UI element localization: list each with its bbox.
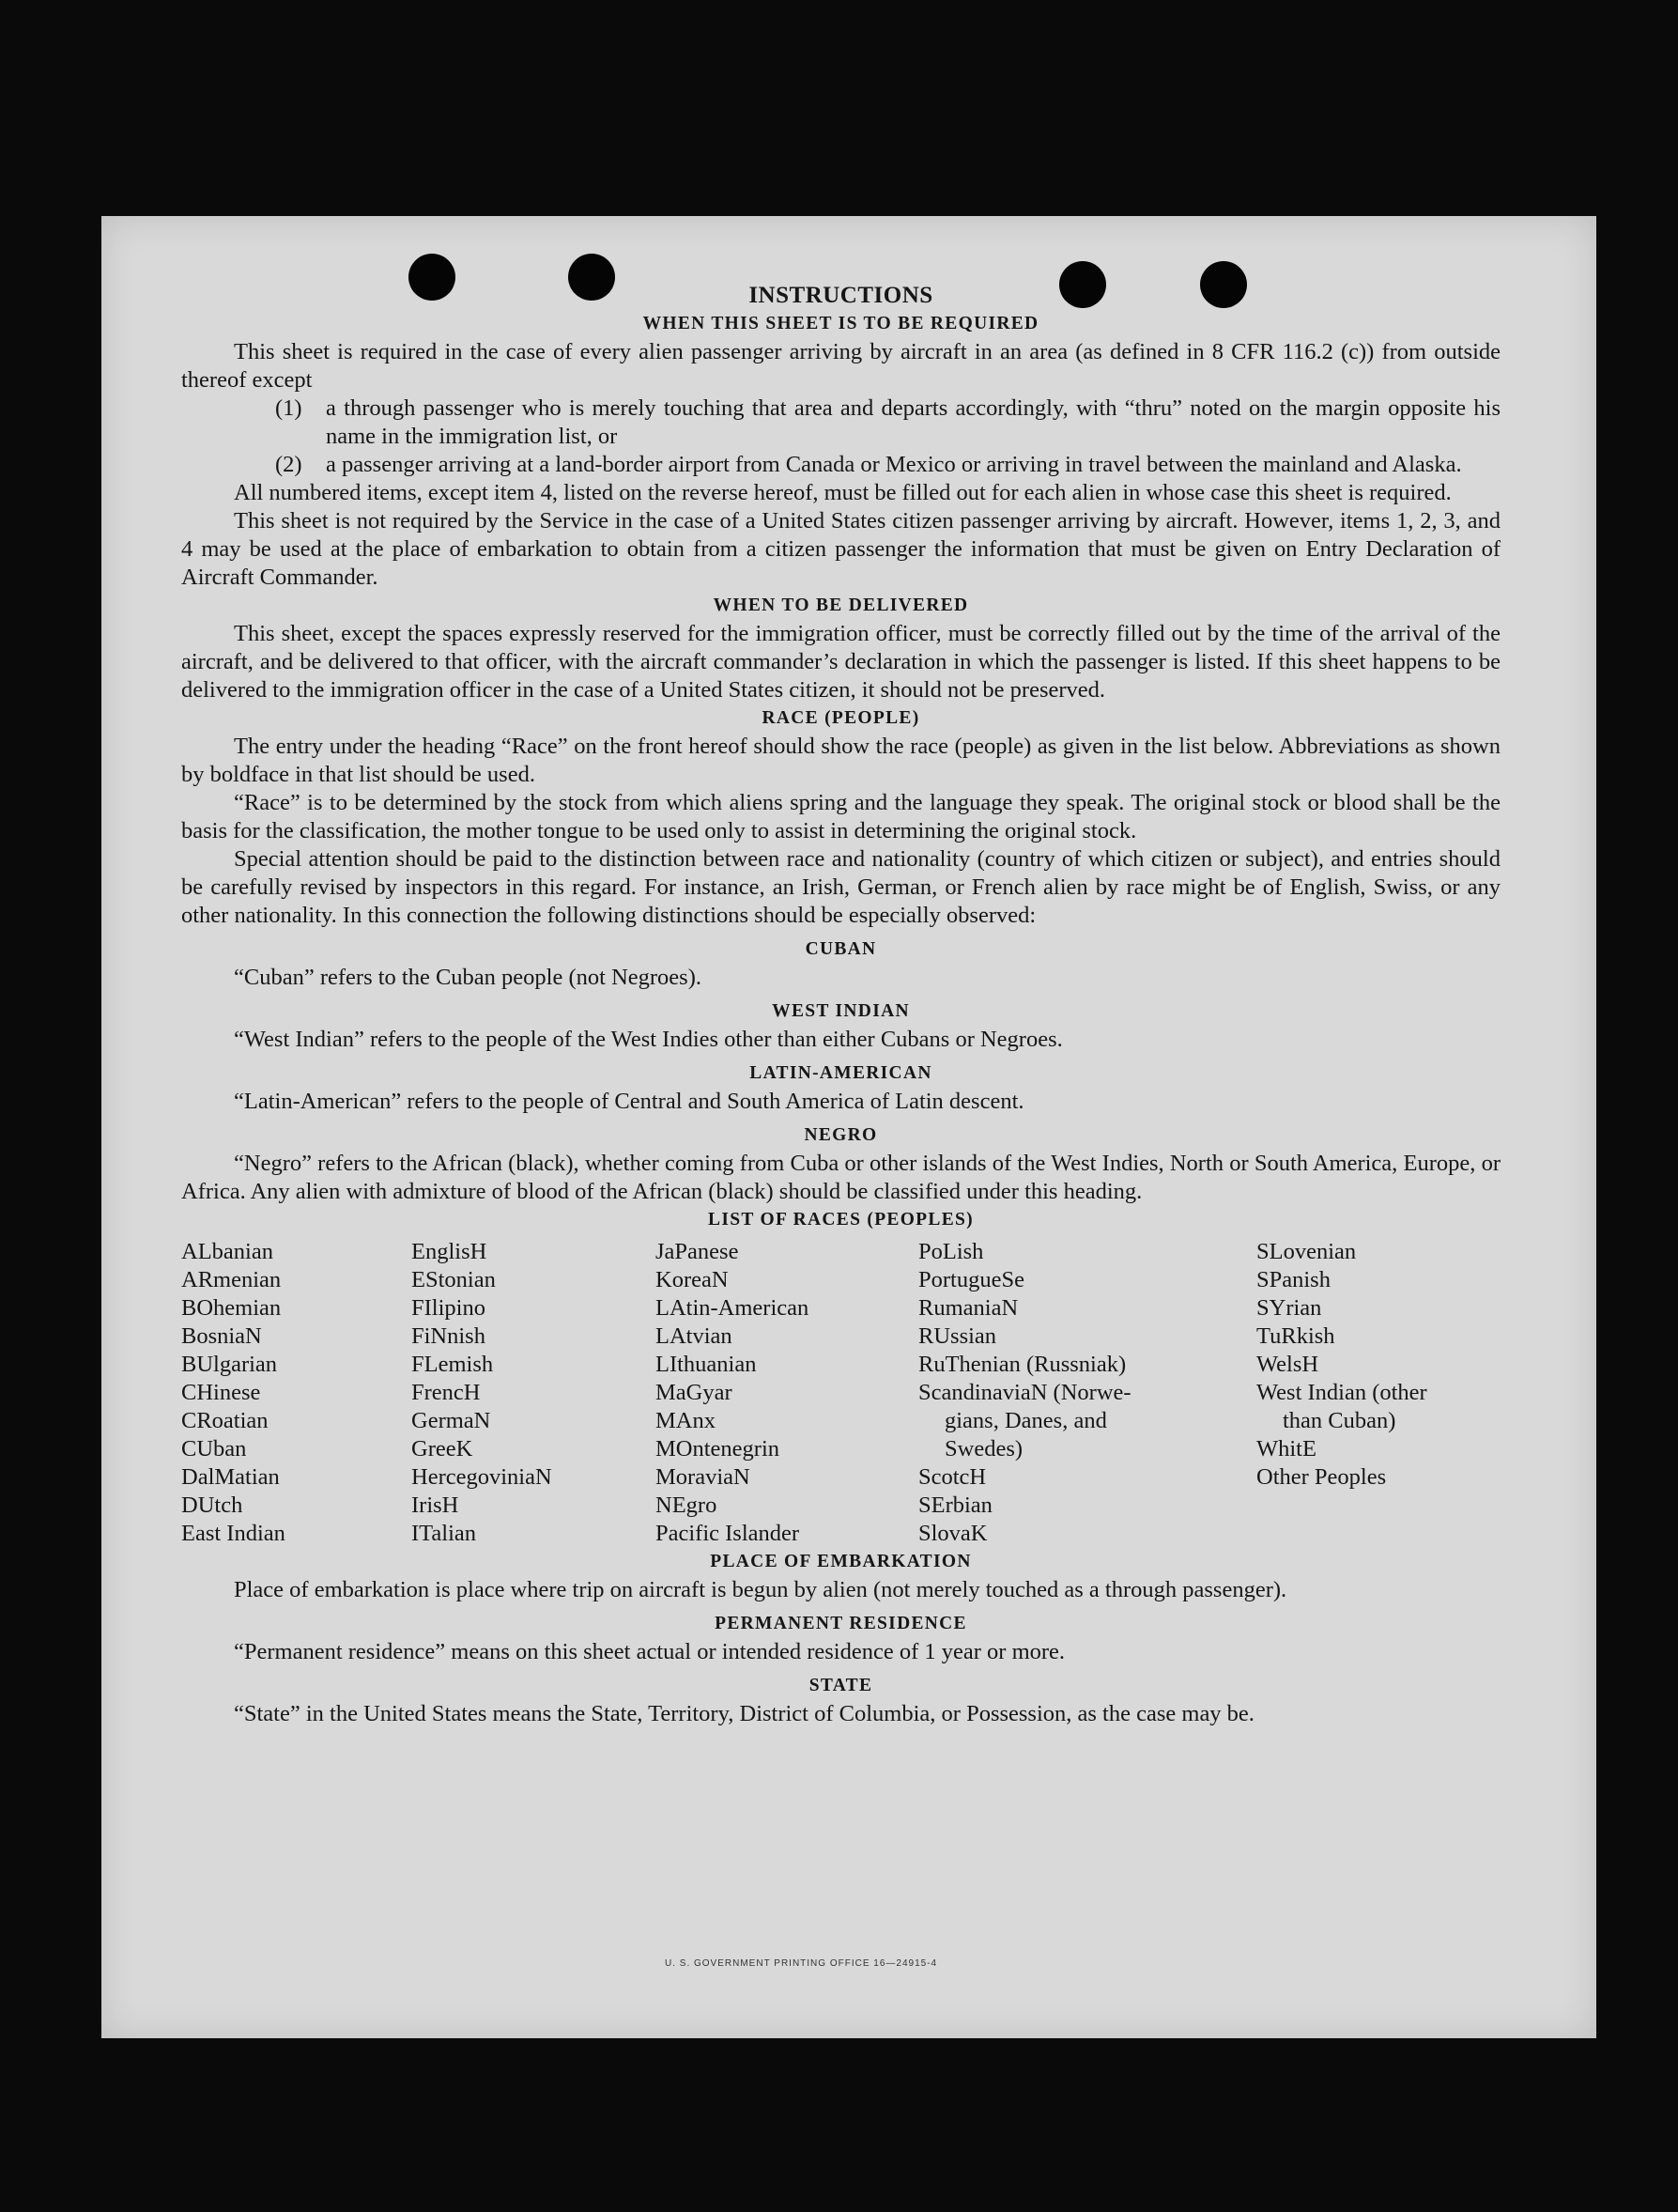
race-entry: JaPanese — [655, 1239, 739, 1264]
race-entry: CRoatian — [181, 1408, 269, 1433]
race-entry: NEgro — [655, 1493, 717, 1518]
printer-imprint: U. S. GOVERNMENT PRINTING OFFICE 16—24915-4 — [665, 1958, 938, 1969]
race-entry: LIthuanian — [655, 1352, 757, 1377]
races-column-5 — [1256, 1238, 1501, 1548]
race-entry-continuation: gians, Danes, and — [945, 1408, 1107, 1433]
race-entry: WelsH — [1256, 1352, 1319, 1377]
section-heading-when-required: WHEN THIS SHEET IS TO BE REQUIRED — [642, 314, 1039, 333]
race-entry: Other Peoples — [1256, 1464, 1387, 1490]
race-entry: SErbian — [918, 1493, 993, 1518]
races-column-1 — [181, 1238, 411, 1548]
race-entry: RuThenian (Russniak) — [918, 1352, 1127, 1377]
race-para2: “Race” is to be determined by the stock from which aliens spring and the language they speak. The original stock or blood shall be the basis for the classification, the mother tongue to be used only to assist in determining the original stock. — [181, 790, 1501, 843]
race-entry: BUlgarian — [181, 1352, 278, 1377]
race-entry: HercegoviniaN — [411, 1464, 552, 1490]
race-entry: SlovaK — [918, 1521, 988, 1546]
race-entry: RumaniaN — [918, 1295, 1019, 1321]
race-entry: DalMatian — [181, 1464, 280, 1490]
race-entry: KoreaN — [655, 1267, 729, 1292]
section-heading-when-delivered: WHEN TO BE DELIVERED — [713, 596, 969, 615]
cuban-text: “Cuban” refers to the Cuban people (not Negroes). — [234, 965, 701, 990]
section-heading-negro: NEGRO — [804, 1125, 878, 1145]
race-entry: RUssian — [918, 1323, 997, 1349]
race-entry: SPanish — [1256, 1267, 1331, 1292]
race-entry: WhitE — [1256, 1436, 1316, 1462]
residence-text: “Permanent residence” means on this sheet actual or intended residence of 1 year or more. — [234, 1639, 1066, 1664]
race-entry: BosniaN — [181, 1323, 262, 1349]
section-heading-latin-american: LATIN-AMERICAN — [749, 1063, 932, 1083]
item-text: a passenger arriving at a land-border airport from Canada or Mexico or arriving in travel between the mainland and Alaska. — [326, 452, 1462, 477]
when-required-para3: This sheet is not required by the Service in the case of a United States citizen passenger arriving by aircraft. However, items 1, 2, 3, and 4 may be used at the place of embarkation to obtain from a citizen passenger the information that must be given on Entry Declaration of Aircraft Commander. — [181, 508, 1501, 590]
race-entry: CUban — [181, 1436, 247, 1462]
race-entry: SLovenian — [1256, 1239, 1357, 1264]
when-required-para2: All numbered items, except item 4, listed on the reverse hereof, must be filled out for each alien in whose case this sheet is required. — [234, 480, 1452, 505]
state-text: “State” in the United States means the State, Territory, District of Columbia, or Possession, as the case may be. — [234, 1701, 1255, 1726]
when-delivered-text: This sheet, except the spaces expressly reserved for the immigration officer, must be correctly filled out by the time of the arrival of the aircraft, and be delivered to that officer, with the aircraft commander’s declaration in which the passenger is listed. If this sheet happens to be delivered to the immigration officer in the case of a United States citizen, it should not be preserved. — [181, 621, 1501, 703]
race-entry: MoraviaN — [655, 1464, 750, 1490]
section-heading-cuban: CUBAN — [805, 939, 877, 959]
section-heading-embarkation: PLACE OF EMBARKATION — [710, 1552, 972, 1571]
race-entry: FIlipino — [411, 1295, 485, 1321]
race-entry: IrisH — [411, 1493, 459, 1518]
race-entry: ScotcH — [918, 1464, 987, 1490]
race-entry: West Indian (other — [1256, 1380, 1427, 1405]
race-entry: ITalian — [411, 1521, 477, 1546]
west-indian-text: “West Indian” refers to the people of the West Indies other than either Cubans or Negroes. — [234, 1027, 1063, 1052]
document-sheet — [101, 216, 1596, 2038]
page-title: INSTRUCTIONS — [748, 283, 933, 308]
race-entry: ALbanian — [181, 1239, 273, 1264]
races-column-2 — [411, 1238, 655, 1548]
race-entry: EStonian — [411, 1267, 496, 1292]
race-entry: FiNnish — [411, 1323, 485, 1349]
exception-item — [275, 394, 1501, 451]
race-entry: EnglisH — [411, 1239, 487, 1264]
race-entry: TuRkish — [1256, 1323, 1335, 1349]
race-entry: PoLish — [918, 1239, 984, 1264]
when-required-intro: This sheet is required in the case of every alien passenger arriving by aircraft in an area (as defined in 8 CFR 116.2 (c)) from outside thereof except — [181, 339, 1501, 393]
race-entry: MaGyar — [655, 1380, 732, 1405]
races-column-3 — [655, 1238, 918, 1548]
race-entry: DUtch — [181, 1493, 243, 1518]
race-entry: ARmenian — [181, 1267, 282, 1292]
race-entry: FrencH — [411, 1380, 481, 1405]
race-entry: PortugueSe — [918, 1267, 1024, 1292]
race-entry-continuation: Swedes) — [945, 1436, 1024, 1462]
race-entry-continuation: than Cuban) — [1283, 1408, 1396, 1433]
instructions-content — [181, 282, 1501, 1728]
section-heading-state: STATE — [808, 1676, 873, 1695]
section-heading-list-of-races: LIST OF RACES (PEOPLES) — [708, 1210, 974, 1230]
race-entry: ScandinaviaN (Norwe- — [918, 1380, 1131, 1405]
race-entry: GermaN — [411, 1408, 491, 1433]
race-entry: CHinese — [181, 1380, 261, 1405]
races-list — [181, 1238, 1501, 1548]
race-entry: LAtvian — [655, 1323, 732, 1349]
negro-text: “Negro” refers to the African (black), whether coming from Cuba or other islands of the West Indies, North or South America, Europe, or Africa. Any alien with admixture of blood of the African (black) should be classified under this heading. — [181, 1151, 1501, 1204]
embarkation-text: Place of embarkation is place where trip on aircraft is begun by alien (not merely touched as a through passenger). — [234, 1577, 1287, 1602]
races-column-4 — [918, 1238, 1256, 1548]
race-entry: LAtin-American — [655, 1295, 809, 1321]
race-entry: MOntenegrin — [655, 1436, 779, 1462]
race-entry: GreeK — [411, 1436, 473, 1462]
race-entry: FLemish — [411, 1352, 494, 1377]
item-number: (2) — [275, 452, 302, 477]
race-entry: SYrian — [1256, 1295, 1322, 1321]
race-entry: MAnx — [655, 1408, 716, 1433]
section-heading-residence: PERMANENT RESIDENCE — [715, 1614, 967, 1633]
section-heading-west-indian: WEST INDIAN — [772, 1001, 910, 1021]
race-entry: BOhemian — [181, 1295, 282, 1321]
race-para1: The entry under the heading “Race” on the front hereof should show the race (people) as given in the list below. Abbreviations as shown by boldface in that list should be used. — [181, 734, 1501, 787]
item-text: a through passenger who is merely touching that area and departs accordingly, with “thru” noted on the margin opposite his name in the immigration list, or — [326, 395, 1501, 449]
exception-item — [275, 451, 1501, 479]
race-entry: East Indian — [181, 1521, 285, 1546]
latin-american-text: “Latin-American” refers to the people of Central and South America of Latin descent. — [234, 1089, 1024, 1114]
race-entry: Pacific Islander — [655, 1521, 800, 1546]
item-number: (1) — [275, 395, 302, 421]
race-para3: Special attention should be paid to the distinction between race and nationality (country of which citizen or subject), and entries should be carefully revised by inspectors in this regard. For instance, an Irish, German, or French alien by race might be of English, Swiss, or any other nationality. In this connection the following distinctions should be especially observed: — [181, 846, 1501, 928]
section-heading-race: RACE (PEOPLE) — [762, 708, 920, 728]
